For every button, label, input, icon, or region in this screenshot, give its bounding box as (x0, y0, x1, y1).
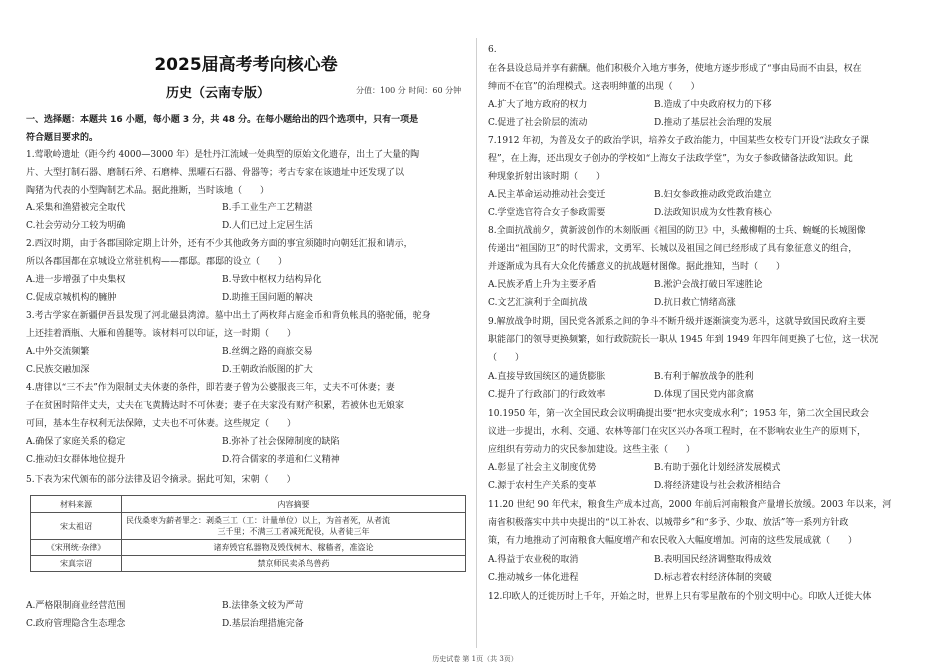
section-heading-cont: 符合题目要求的。 (26, 133, 99, 143)
q4-option-c: C.推动妇女群体地位提升 (26, 455, 126, 465)
page-footer: 历史试卷 第 1页（共 3页） (432, 655, 518, 663)
column-divider (476, 38, 477, 648)
q8-option-c: C.文艺汇演利于全面抗战 (488, 298, 588, 308)
q11-option-d: D.标志着农村经济体制的突破 (654, 573, 772, 583)
table-row (31, 540, 466, 556)
q4-option-b: B.弥补了社会保障制度的缺陷 (222, 437, 340, 447)
q10-option-d: D.将经济建设与社会救济相结合 (654, 481, 781, 491)
q9-line: 职能部门的领导更换频繁，如行政院院长一职从 1945 年到 1949 年四年间更换了七位，这一状况 (488, 335, 879, 345)
q1-line: 片、大型打制石器、磨制石斧、石磨棒、黑曜石石器、骨器等；考古专家在该遗址中还发现了以 (26, 168, 405, 178)
q6-line: 在各县设总局并享有薪酬。他们积极介入地方事务，使地方逐步形成了“事由局而不由县，权在 (488, 64, 862, 74)
q3-option-b: B.丝绸之路的商旅交易 (222, 347, 313, 357)
q8-line: 并逐渐成为具有大众化传播意义的抗战题材图像。据此推知，当时（ ） (488, 262, 786, 272)
q1-option-b: B.手工业生产工艺精湛 (222, 203, 313, 213)
q8-option-a: A.民族矛盾上升为主要矛盾 (488, 280, 597, 290)
table-cell-content (122, 513, 466, 540)
q2-line: 2.西汉时期，由于各郡国除定期上计外，还有不少其他政务方面的事宜须随时向朝廷汇报和请示， (26, 239, 413, 249)
q11-option-b: B.表明国民经济调整取得成效 (654, 555, 772, 565)
q9-option-d: D.体现了国民党内部贪腐 (654, 390, 754, 400)
q5-line: 5.下表为宋代颁布的部分法律及诏令摘录。据此可知，宋朝（ ） (26, 475, 296, 485)
q1-line: 陶猪为代表的小型陶制艺术品。据此推断，当时该地（ ） (26, 186, 270, 196)
exam-subtitle: 历史（云南专版） (166, 86, 271, 101)
q3-option-c: C.民族交融加深 (26, 365, 90, 375)
table-cell-text: 三千里；不满三工者减死配役，从者徒三年 (217, 527, 370, 536)
q8-line: 8.全面抗战前夕，黄新波创作的木刻版画《祖国的防卫》中，头戴柳帽的士兵、蜿蜒的长城图像 (488, 226, 866, 236)
q9-line: （ ） (488, 353, 525, 363)
table-cell-text: 民伐桑枣为薪者罪之：剥桑三工（工：计量单位）以上，为首者死，从者流 (126, 516, 390, 525)
q4-line: 4.唐律以“三不去”作为限制丈夫休妻的条件，即若妻子曾为公婆服丧三年，丈夫不可休妻；妻 (26, 383, 395, 393)
q6-option-c: C.促进了社会阶层的流动 (488, 118, 588, 128)
q4-line: 子在贫困时陪伴丈夫，丈夫在飞黄腾达时不可休妻；妻子在夫家没有财产积累，若被休也无娘家 (26, 401, 405, 411)
q12-line: 12.印欧人的迁徙历时上千年，开始之时，世界上只有零星散布的个别文明中心。印欧人迁徙大体 (488, 592, 872, 602)
q9-option-c: C.提升了行政部门的行政效率 (488, 390, 606, 400)
q3-option-a: A.中外交流频繁 (26, 347, 90, 357)
q7-option-c: C.学堂选官符合女子参政需要 (488, 208, 606, 218)
table-cell-content: 禁京师民卖杀鸟兽药 (122, 556, 466, 572)
q7-line: 7.1912 年初，为普及女子的政治学识，培养女子政治能力，中国某些女校专门开设“法政女子课 (488, 136, 869, 146)
q6-option-d: D.推动了基层社会治理的发展 (654, 118, 772, 128)
q6-line: 6. (488, 45, 497, 55)
q9-option-b: B.有利于解放战争的胜利 (654, 372, 754, 382)
q4-line: 可回，基本生存权利无法保障，丈夫也不可休妻。这些规定（ ） (26, 419, 297, 429)
q11-line: 策，有力地推动了河南粮食大幅度增产和农民收入大幅度增加。河南的这些发展成就（ ） (488, 536, 858, 546)
exam-title: 2025届高考考向核心卷 (154, 55, 338, 75)
q6-option-b: B.造成了中央政府权力的下移 (654, 100, 772, 110)
table-row (31, 556, 466, 572)
q10-line: 应组织有劳动力的灾民参加建设。这些主张（ ） (488, 445, 696, 455)
table-cell-source: 《宋刑统·杂律》 (31, 540, 122, 556)
q7-line: 程”，在上海，还出现女子创办的学校如“上海女子法政学堂”，为女子参政储备法政知识。此 (488, 154, 853, 164)
q9-option-a: A.直接导致国统区的通货膨胀 (488, 372, 606, 382)
table-header-source: 材料来源 (31, 496, 122, 513)
q7-line: 种现象折射出该时期（ ） (488, 172, 606, 182)
table-header-content: 内容摘要 (122, 496, 466, 513)
q1-option-c: C.社会劳动分工较为明确 (26, 221, 126, 231)
q3-option-d: D.王朝政治版图的扩大 (222, 365, 313, 375)
q5-option-b: B.法律条文较为严苛 (222, 601, 304, 611)
exam-meta: 分值：100 分 时间：60 分钟 (356, 86, 462, 95)
q1-line: 1.莺歌岭遗址（距今约 4000—3000 年）是牡丹江流域一处典型的原始文化遗存，出土了大量的陶 (26, 150, 420, 160)
q11-option-c: C.推动城乡一体化进程 (488, 573, 579, 583)
table-header-row (31, 496, 466, 513)
q6-option-a: A.扩大了地方政府的权力 (488, 100, 588, 110)
q2-option-b: B.导致中枢权力结构异化 (222, 275, 322, 285)
table-cell-source: 宋太祖诏 (31, 513, 122, 540)
q2-option-d: D.助推王国问题的解决 (222, 293, 313, 303)
q10-option-a: A.彰显了社会主义制度优势 (488, 463, 597, 473)
q7-option-b: B.妇女参政推动政党政治建立 (654, 190, 772, 200)
q11-line: 南省积极落实中共中央提出的“以工补农、以城带乡”和“多予、少取、放活”等一系列方针政 (488, 518, 849, 528)
q10-line: 议进一步提出，水利、交通、农林等部门在灾区兴办各项工程时，在不影响农业生产的原则下， (488, 427, 867, 437)
q10-option-c: C.源于农村生产关系的变革 (488, 481, 597, 491)
q3-line: 上还挂着酒瓶、大雁和兽腿等。该材料可以印证，这一时期（ ） (26, 329, 297, 339)
q8-line: 传递出“祖国防卫”的时代需求，文勇军、长城以及祖国之间已经形成了具有象征意义的组合， (488, 244, 858, 254)
table-cell-source: 宋真宗诏 (31, 556, 122, 572)
q4-option-d: D.符合儒家的孝道和仁义精神 (222, 455, 340, 465)
q7-option-a: A.民主革命运动推动社会变迁 (488, 190, 606, 200)
q8-option-b: B.淞沪会战打破日军速胜论 (654, 280, 763, 290)
q2-line: 所以各郡国都在京城设立常驻机构——郡邸。郡邸的设立（ ） (26, 257, 288, 267)
q5-option-d: D.基层治理措施完备 (222, 619, 304, 629)
q2-option-c: C.促成京城机构的臃肿 (26, 293, 117, 303)
subtitle-row (26, 82, 466, 100)
q2-option-a: A.进一步增强了中央集权 (26, 275, 126, 285)
q8-option-d: D.抗日救亡情绪高涨 (654, 298, 736, 308)
section-heading: 一、选择题：本题共 16 小题，每小题 3 分，共 48 分。在每小题给出的四个选项中，只有一项是 (26, 115, 419, 125)
q10-line: 10.1950 年，第一次全国民政会议明确提出要“把水灾变成水利”；1953 年，第二次全国民政会 (488, 409, 870, 419)
q11-option-a: A.得益于农业税的取消 (488, 555, 579, 565)
q5-option-a: A.严格限制商业经营范围 (26, 601, 126, 611)
table-row (31, 513, 466, 540)
q1-option-a: A.采集和渔猎被完全取代 (26, 203, 126, 213)
q5-material-table (30, 495, 466, 572)
q10-option-b: B.有助于强化计划经济发展模式 (654, 463, 781, 473)
q9-line: 9.解放战争时期，国民党各派系之间的争斗不断升级并逐渐演变为恶斗，这就导致国民政府主要 (488, 317, 866, 327)
q11-line: 11.20 世纪 90 年代末，粮食生产成本过高，2000 年前后河南粮食产量增长放缓。2003 年以来，河 (488, 500, 892, 510)
q7-option-d: D.法政知识成为女性教育核心 (654, 208, 772, 218)
q3-line: 3.考古学家在新疆伊吾县发现了河北磁县湾漳。墓中出土了两枚拜占庭金币和背负帐具的骆驼俑，驼身 (26, 311, 431, 321)
table-cell-content: 诸弃毁官私器物及毁伐树木、稼穑者，准盗论 (122, 540, 466, 556)
q1-option-d: D.人们已过上定居生活 (222, 221, 313, 231)
q6-line: 绅而不在官”的治理模式。这表明绅董的出现（ ） (488, 82, 700, 92)
q4-option-a: A.确保了家庭关系的稳定 (26, 437, 126, 447)
q5-option-c: C.政府管理隐含生态理念 (26, 619, 126, 629)
